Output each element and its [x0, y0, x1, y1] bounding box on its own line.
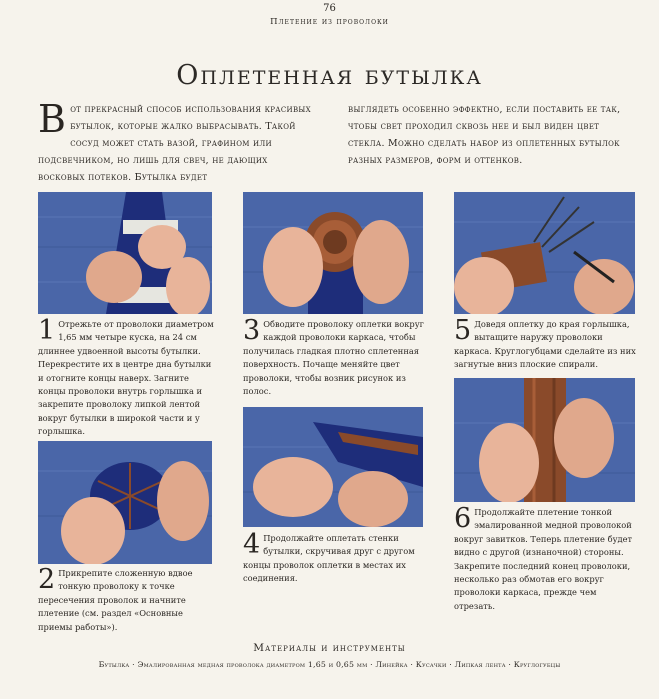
- step-3-number: 3: [243, 315, 261, 346]
- intro-left-column: [38, 97, 316, 186]
- step-3-text: Обводите проволоку оплетки вокруг каждой проволоки каркаса, чтобы получилась гладкая плотно сплетенная поверхность. Почаще меняйте цвет проволоки, чтобы возник рисунок из полос.: [243, 319, 424, 397]
- photo-step-5: [454, 192, 635, 314]
- photo-step-3: [243, 192, 423, 314]
- step-6-number: 6: [454, 503, 472, 534]
- step-1: [38, 315, 215, 439]
- materials-title: Материалы и инструменты: [253, 642, 406, 654]
- intro-right-column: выглядеть особенно эффектно, если поставить ее так, чтобы свет проходил сквозь нее и был виден цвет стекла. Можно сделать набор из оплетенных бутылок разных размеров, форм и оттенков.: [348, 104, 621, 166]
- step-2-text: Прикрепите сложенную вдвое тонкую проволоку к точке пересечения проволок и начните плетение (см. раздел «Основные приемы работы»).: [38, 568, 193, 632]
- step-4: [243, 529, 425, 586]
- step-2: [38, 564, 215, 634]
- page-title: Оплетенная бутылка: [176, 60, 483, 91]
- step-5-text: Доведя оплетку до края горлышка, вытащите наружу проволоки каркаса. Круглогубцами сделайте из них загнутые вниз плоские спирали.: [454, 319, 636, 370]
- step-5: [454, 315, 637, 372]
- step-5-number: 5: [454, 315, 472, 346]
- page-number: 76: [323, 3, 336, 14]
- intro-left-text: от прекрасный способ использования красивых бутылок, которые жалко выбрасывать. Такой сосуд может стать вазой, графином или подсвечником, но лишь для свеч, не дающих восковых потеков. Бутылка будет: [38, 104, 311, 183]
- materials-list: Бутылка · Эмалированная медная проволока диаметром 1,65 и 0,65 мм · Линейка · Кусачки · Липкая лента · Круглогубцы: [98, 660, 561, 669]
- intro-dropcap: В: [38, 97, 67, 141]
- step-6: [454, 503, 637, 613]
- step-3: [243, 315, 425, 398]
- photo-step-6: [454, 378, 635, 502]
- step-4-number: 4: [243, 529, 261, 560]
- step-1-text: Отрежьте от проволоки диаметром 1,65 мм четыре куска, на 24 см длиннее удвоенной высоты бутылки. Перекрестите их в центре дна бутылки и отогните концы наверх. Загните концы проволоки внутрь горлышка и закрепите проволоку липкой лентой вокруг бутылки в широкой части и у горлышка.: [38, 319, 214, 437]
- running-header: Плетение из проволоки: [270, 17, 389, 27]
- photo-step-4: [243, 407, 423, 527]
- step-1-number: 1: [38, 315, 56, 346]
- photo-step-2: [38, 441, 212, 564]
- step-6-text: Продолжайте плетение тонкой эмалированной медной проволокой вокруг завитков. Теперь плетение будет видно с другой (изнаночной) стороны. Закрепите последний конец проволоки, несколько раз обмотав его вокруг проволоки каркаса, прежде чем отрезать.: [454, 507, 633, 611]
- step-2-number: 2: [38, 564, 56, 595]
- photo-step-1: [38, 192, 212, 314]
- step-4-text: Продолжайте оплетать стенки бутылки, скручивая друг с другом концы проволок оплетки в местах их соединения.: [243, 533, 415, 584]
